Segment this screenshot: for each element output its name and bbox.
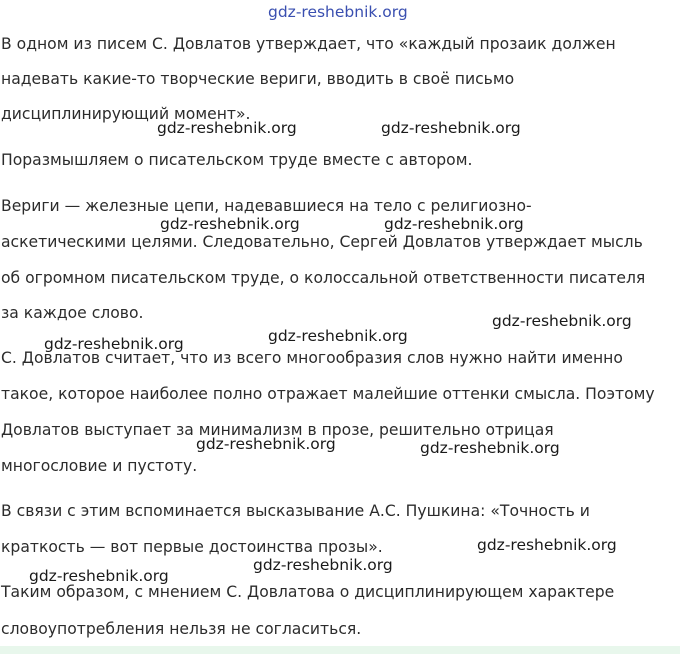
text-line: С. Довлатов считает, что из всего многообразия слов нужно найти именно [1,349,623,367]
watermark: gdz-reshebnik.org [196,435,336,453]
watermark: gdz-reshebnik.org [492,312,632,330]
watermark: gdz-reshebnik.org [420,439,560,457]
text-line: аскетическими целями. Следовательно, Сергей Довлатов утверждает мысль [1,233,643,251]
text-line: дисциплинирующий момент». [1,105,251,123]
bottom-band [0,646,680,654]
text-line: такое, которое наиболее полно отражает малейшие оттенки смысла. Поэтому [1,385,655,403]
watermark: gdz-reshebnik.org [381,119,521,137]
text-line: Таким образом, с мнением С. Довлатова о дисциплинирующем характере [1,583,615,601]
text-line: Вериги — железные цепи, надевавшиеся на тело с религиозно- [1,197,532,215]
text-line: В одном из писем С. Довлатов утверждает, что «каждый прозаик должен [1,35,616,53]
watermark: gdz-reshebnik.org [477,536,617,554]
text-line: Довлатов выступает за минимализм в прозе, решительно отрицая [1,421,554,439]
watermark: gdz-reshebnik.org [268,327,408,345]
text-line: об огромном писательском труде, о колоссальной ответственности писателя [1,269,646,287]
text-line: словоупотребления нельзя не согласиться. [1,620,362,638]
watermark-top: gdz-reshebnik.org [268,3,408,21]
text-line: Поразмышляем о писательском труде вместе с автором. [1,151,473,169]
watermark: gdz-reshebnik.org [160,215,300,233]
text-line: надевать какие-то творческие вериги, вводить в своё письмо [1,70,515,88]
watermark: gdz-reshebnik.org [157,119,297,137]
watermark: gdz-reshebnik.org [44,335,184,353]
text-line: за каждое слово. [1,304,144,322]
watermark: gdz-reshebnik.org [253,556,393,574]
text-line: В связи с этим вспоминается высказывание А.С. Пушкина: «Точность и [1,502,590,520]
watermark: gdz-reshebnik.org [29,567,169,585]
watermark: gdz-reshebnik.org [384,215,524,233]
text-line: многословие и пустоту. [1,457,198,475]
text-line: краткость — вот первые достоинства прозы». [1,538,383,556]
